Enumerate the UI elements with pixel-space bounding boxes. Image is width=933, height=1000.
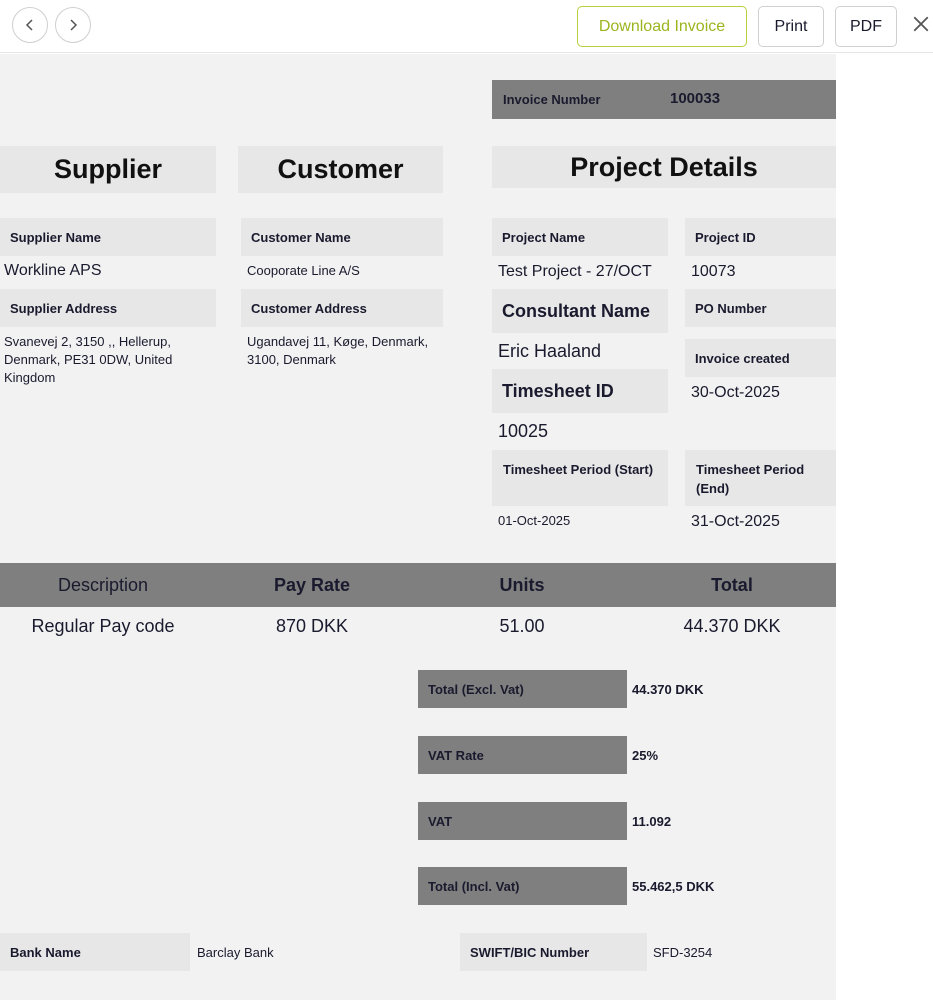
supplier-address-value: Svanevej 2, 3150 ,, Hellerup, Denmark, PE31 0DW, United Kingdom bbox=[4, 334, 173, 385]
total-excl-vat-value: 44.370 DKK bbox=[632, 682, 704, 697]
project-name-value: Test Project - 27/OCT bbox=[498, 263, 652, 280]
invoice-created-label: Invoice created bbox=[685, 339, 836, 377]
total-incl-vat-value: 55.462,5 DKK bbox=[632, 879, 715, 894]
previous-button[interactable] bbox=[12, 7, 48, 43]
header-total: Total bbox=[711, 574, 753, 595]
project-name-label: Project Name bbox=[492, 218, 668, 256]
bank-name-value: Barclay Bank bbox=[197, 945, 274, 960]
invoice-toolbar bbox=[0, 0, 933, 53]
project-id-value: 10073 bbox=[691, 263, 736, 280]
project-details-heading: Project Details bbox=[492, 146, 836, 188]
consultant-name-label: Consultant Name bbox=[492, 289, 668, 333]
timesheet-period-end-value: 31-Oct-2025 bbox=[691, 513, 780, 530]
total-incl-vat-label: Total (Incl. Vat) bbox=[418, 867, 627, 905]
invoice-number-bar bbox=[492, 80, 836, 119]
timesheet-id-value: 10025 bbox=[498, 421, 549, 441]
bank-name-label: Bank Name bbox=[0, 933, 190, 971]
next-button[interactable] bbox=[55, 7, 91, 43]
timesheet-period-start-value: 01-Oct-2025 bbox=[498, 513, 571, 528]
header-description: Description bbox=[57, 574, 149, 595]
chevron-left-icon bbox=[23, 18, 37, 32]
project-id-label: Project ID bbox=[685, 218, 836, 256]
po-number-label: PO Number bbox=[685, 289, 836, 327]
timesheet-period-start-label: Timesheet Period (Start) bbox=[492, 450, 668, 506]
timesheet-id-label: Timesheet ID bbox=[492, 369, 668, 413]
swift-bic-label: SWIFT/BIC Number bbox=[460, 933, 647, 971]
customer-address-value: Ugandavej 11, Køge, Denmark, 3100, Denmark bbox=[247, 334, 429, 367]
vat-value: 11.092 bbox=[632, 814, 672, 829]
total-excl-vat-label: Total (Excl. Vat) bbox=[418, 670, 627, 708]
close-button[interactable] bbox=[909, 12, 933, 36]
line-total: 44.370 DKK bbox=[683, 615, 781, 636]
vat-rate-label: VAT Rate bbox=[418, 736, 627, 774]
vat-rate-value: 25% bbox=[632, 748, 659, 763]
print-button[interactable]: Print bbox=[758, 6, 824, 47]
supplier-name-label: Supplier Name bbox=[0, 218, 216, 256]
chevron-right-icon bbox=[66, 18, 80, 32]
customer-heading: Customer bbox=[238, 146, 443, 193]
swift-bic-value: SFD-3254 bbox=[653, 945, 713, 960]
header-pay-rate: Pay Rate bbox=[273, 574, 351, 595]
invoice-number-label: Invoice Number bbox=[503, 92, 601, 107]
timesheet-period-end-label: Timesheet Period (End) bbox=[685, 450, 836, 506]
header-units: Units bbox=[499, 574, 545, 595]
close-icon bbox=[912, 15, 930, 33]
invoice-number-value: 100033 bbox=[670, 90, 721, 107]
download-invoice-button[interactable]: Download Invoice bbox=[577, 6, 747, 47]
consultant-name-value: Eric Haaland bbox=[498, 341, 602, 361]
line-units: 51.00 bbox=[499, 615, 545, 636]
pdf-button[interactable]: PDF bbox=[835, 6, 897, 47]
vat-label: VAT bbox=[418, 802, 627, 840]
customer-name-value: Cooporate Line A/S bbox=[247, 263, 360, 278]
customer-name-label: Customer Name bbox=[241, 218, 443, 256]
customer-address-label: Customer Address bbox=[241, 289, 443, 327]
supplier-address-label: Supplier Address bbox=[0, 289, 216, 327]
supplier-name-value: Workline APS bbox=[4, 262, 102, 279]
supplier-heading: Supplier bbox=[0, 146, 216, 193]
invoice-created-value: 30-Oct-2025 bbox=[691, 384, 780, 401]
line-pay-rate: 870 DKK bbox=[275, 615, 349, 636]
line-description: Regular Pay code bbox=[31, 615, 175, 636]
